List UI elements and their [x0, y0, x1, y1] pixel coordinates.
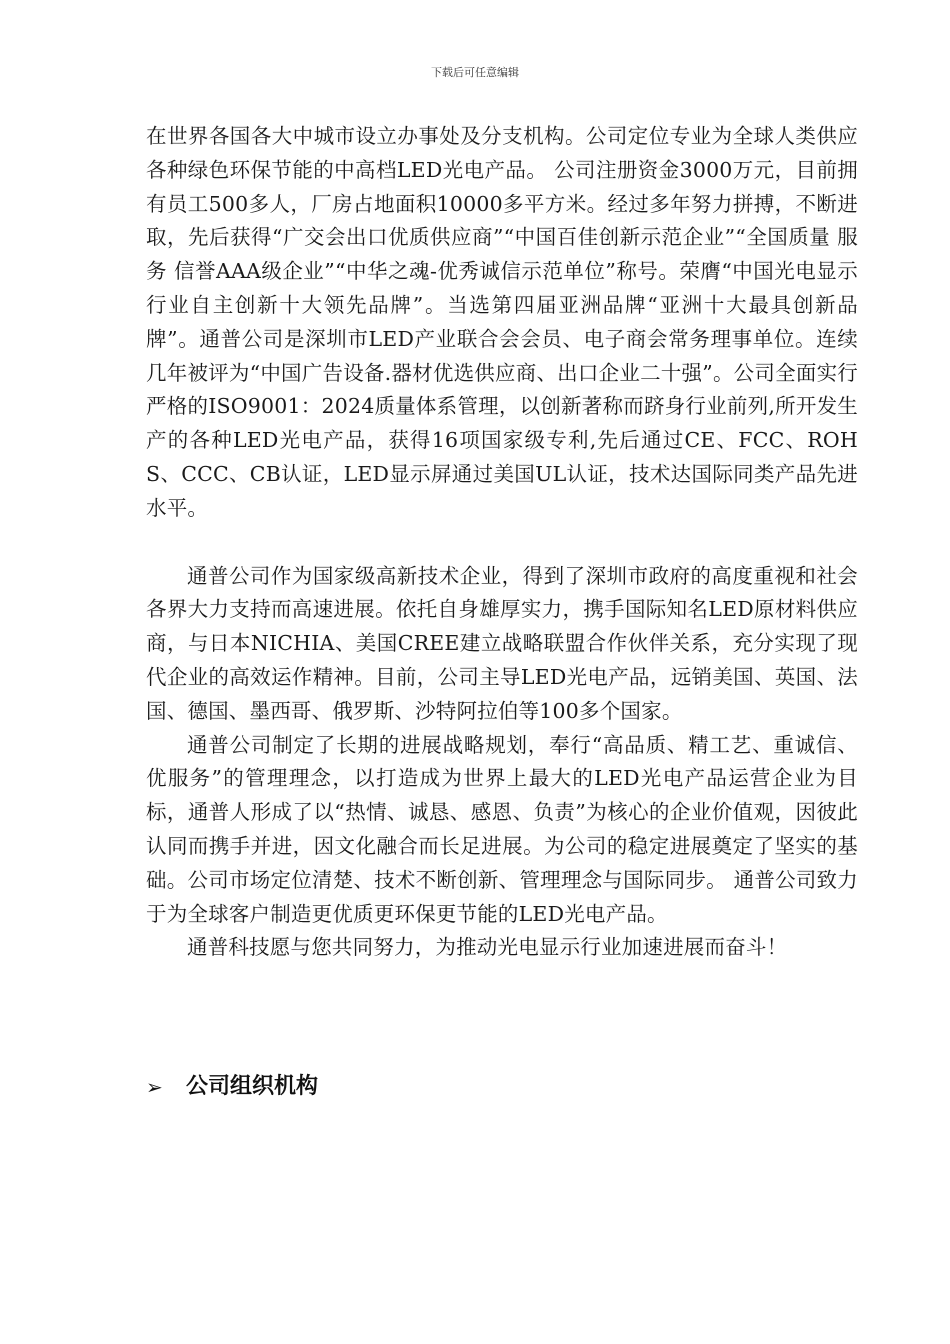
document-body [146, 120, 858, 965]
section-title: 公司组织机构 [186, 1074, 319, 1099]
paragraph-spacer [146, 526, 858, 560]
paragraph-high-tech: 通普公司作为国家级高新技术企业，得到了深圳市政府的高度重视和社会各界大力支持而高速进展。依托自身雄厚实力，携手国际知名LED原材料供应商，与日本NICHIA、美国CREE建立战略联盟合作伙伴关系，充分实现了现代企业的高效运作精神。目前，公司主导LED光电产品，远销美国、英国、法国、德国、墨西哥、俄罗斯、沙特阿拉伯等100多个国家。 [146, 563, 858, 723]
paragraph-strategy: 通普公司制定了长期的进展战略规划，奉行“高品质、精工艺、重诚信、优服务”的管理理念，以打造成为世界上最大的LED光电产品运营企业为目标，通普人形成了以“热情、诚恳、感恩、负责”为核心的企业价值观，因彼此认同而携手并进，因文化融合而长足进展。为公司的稳定进展奠定了坚实的基础。公司市场定位清楚、技术不断创新、管理理念与国际同步。 通普公司致力于为全球客户制造更优质更环保更节能的LED光电产品。 [146, 732, 858, 926]
arrow-bullet-icon: ➢ [146, 1075, 163, 1099]
paragraph-closing: 通普科技愿与您共同努力，为推动光电显示行业加速进展而奋斗！ [187, 935, 788, 960]
paragraph-company-intro: 在世界各国各大中城市设立办事处及分支机构。公司定位专业为全球人类供应各种绿色环保节能的中高档LED光电产品。 公司注册资金3000万元，目前拥有员工500多人，厂房占地面积10000多平方米。经过多年努力拼搏，不断进取，先后获得“广交会出口优质供应商”“中国百佳创新示范企业”“全国质量 服务 信誉AAA级企业”“中华之魂-优秀诚信示范单位”称号。荣膺“中国光电显示行业自主创新十大领先品牌”。当选第四届亚洲品牌“亚洲十大最具创新品牌”。通普公司是深圳市LED产业联合会会员、电子商会常务理事单位。连续几年被评为“中国广告设备.器材优选供应商、出口企业二十强”。公司全面实行严格的ISO9001：2024质量体系管理，以创新著称而跻身行业前列,所开发生产的各种LED光电产品，获得16项国家级专利,先后通过CE、FCC、ROHS、CCC、CB认证，LED显示屏通过美国UL认证，技术达国际同类产品先进水平。 [146, 124, 858, 520]
section-heading [146, 1069, 318, 1105]
page-header: 下载后可任意编辑 [431, 66, 519, 79]
